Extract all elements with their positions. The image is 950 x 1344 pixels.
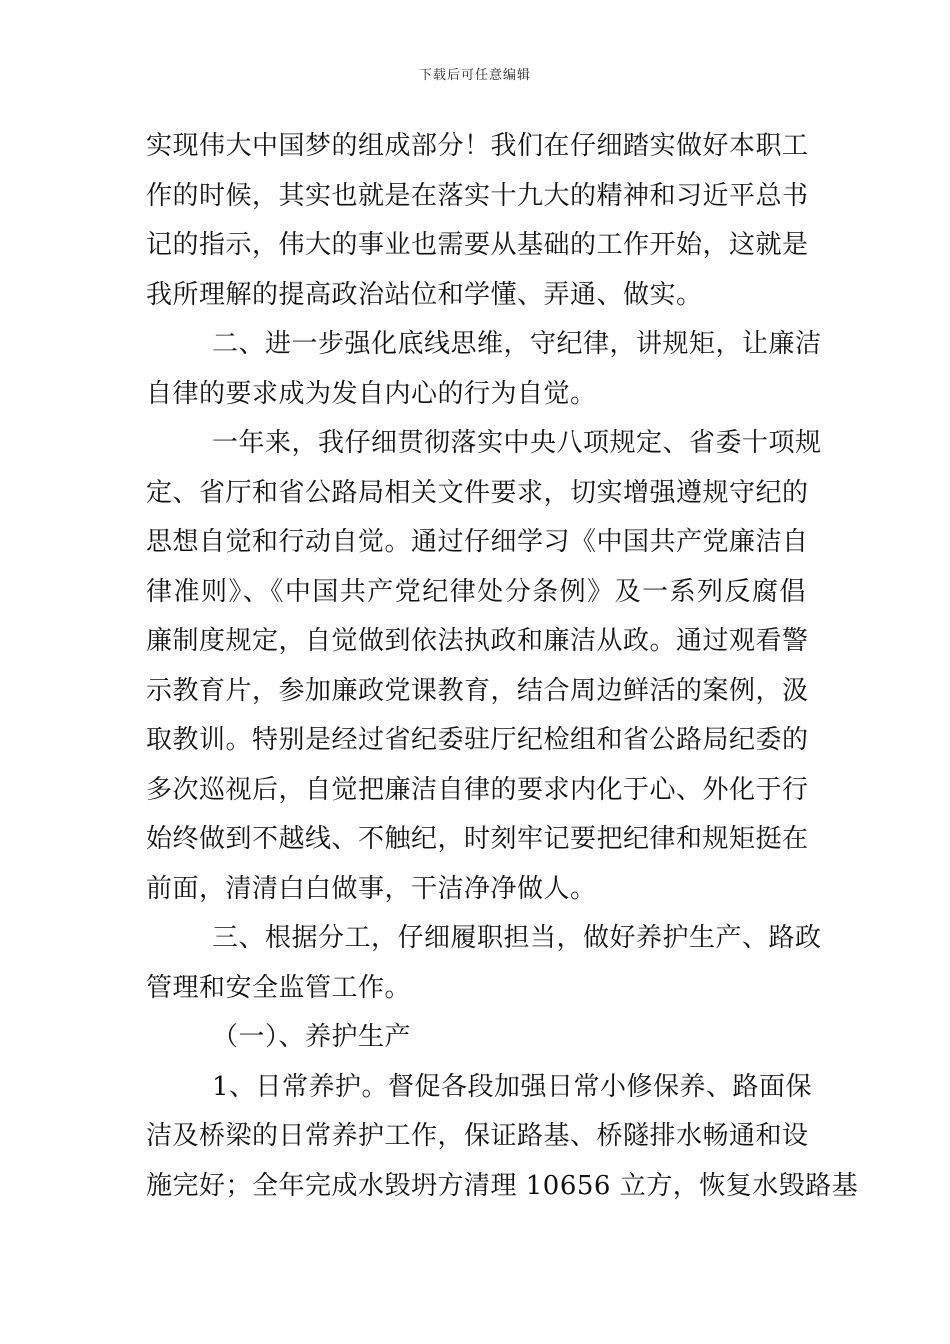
text-line: 洁及桥梁的日常养护工作，保证路基、桥隧排水畅通和设 xyxy=(146,1121,809,1151)
section-heading-3: 三、根据分工，仔细履职担当，做好养护生产、路政 xyxy=(212,923,822,953)
subsection-heading: （一）、养护生产 xyxy=(212,1022,412,1052)
text-line: 思想自觉和行动自觉。通过仔细学习《中国共产党廉洁自 xyxy=(146,527,809,557)
text-line: 多次巡视后，自觉把廉洁自律的要求内化于心、外化于行 xyxy=(146,774,809,805)
text-line: 始终做到不越线、不触纪，时刻牢记要把纪律和规矩挺在 xyxy=(146,824,809,854)
body-text xyxy=(146,122,859,1211)
text-line: 一年来，我仔细贯彻落实中央八项规定、省委十项规 xyxy=(212,428,822,458)
text-line: 施完好；全年完成水毁坍方清理 10656 立方，恢复水毁路基 xyxy=(146,1170,859,1201)
text-line: 取教训。特别是经过省纪委驻厅纪检组和省公路局纪委的 xyxy=(146,725,809,755)
text-line: 1、日常养护。督促各段加强日常小修保养、路面保 xyxy=(212,1071,813,1102)
text-line: 律准则》、《中国共产党纪律处分条例》及一系列反腐倡 xyxy=(146,576,806,607)
text-line: 自律的要求成为发自内心的行为自觉。 xyxy=(146,378,597,409)
text-line: 我所理解的提高政治站位和学懂、弄通、做实。 xyxy=(146,279,703,310)
page-header: 下载后可任意编辑 xyxy=(418,68,531,83)
text-line: 实现伟大中国梦的组成部分！我们在仔细踏实做好本职工 xyxy=(146,131,809,161)
text-line: 前面，清清白白做事，干洁净净做人。 xyxy=(146,873,597,904)
text-line: 示教育片，参加廉政党课教育，结合周边鲜活的案例，汲 xyxy=(146,675,809,706)
text-line: 定、省厅和省公路局相关文件要求，切实增强遵规守纪的 xyxy=(146,477,809,508)
text-line: 记的指示，伟大的事业也需要从基础的工作开始，这就是 xyxy=(146,230,809,260)
text-line: 作的时候，其实也就是在落实十九大的精神和习近平总书 xyxy=(146,180,809,211)
text-line: 廉制度规定，自觉做到依法执政和廉洁从政。通过观看警 xyxy=(146,626,809,656)
text-line: 管理和安全监管工作。 xyxy=(146,972,412,1003)
section-heading-2: 二、进一步强化底线思维，守纪律，讲规矩，让廉洁 xyxy=(212,329,822,359)
